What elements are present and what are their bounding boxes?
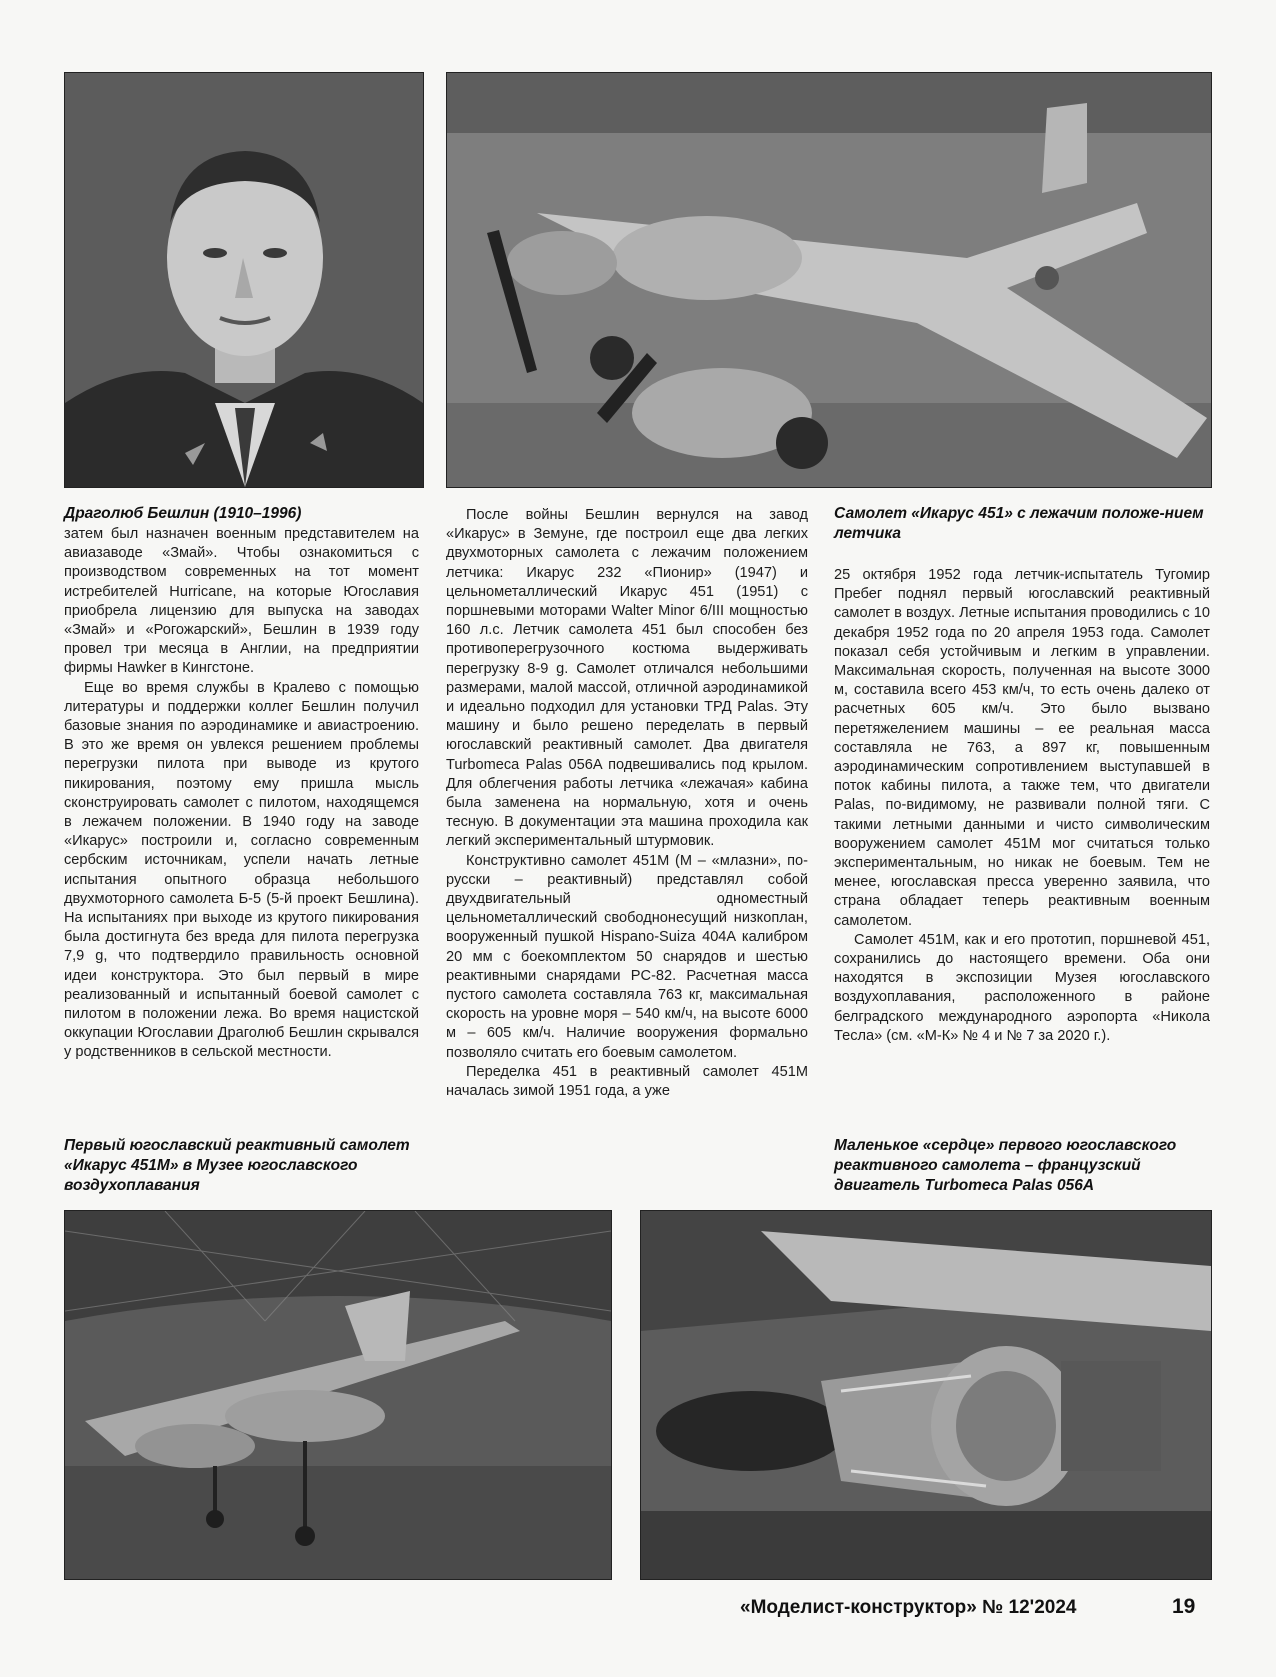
ikarus-451m-illustration xyxy=(65,1211,611,1579)
ikarus-451-caption: Самолет «Икарус 451» с лежачим положе-нием летчика xyxy=(834,505,1204,542)
portrait-photo xyxy=(64,72,424,488)
ikarus-451m-caption: Первый югославский реактивный самолет «Икарус 451M» в Музее югославского воздухоплавания xyxy=(64,1137,410,1194)
paragraph: Самолет 451M, как и его прототип, поршневой 451, сохранились до настоящего времени. Оба они находятся в экспозиции Музея югославского воздухоплавания, расположенного в районе белградского международного аэропорта «Никола Тесла» (см. «М-К» № 4 и № 7 за 2020 г.). xyxy=(834,931,1210,1044)
portrait-illustration xyxy=(65,73,423,487)
ikarus-451-photo xyxy=(446,72,1212,488)
portrait-caption: Драголюб Бешлин (1910–1996) xyxy=(64,505,302,522)
ikarus-451m-photo xyxy=(64,1210,612,1580)
paragraph: Переделка 451 в реактивный самолет 451M началась зимой 1951 года, а уже xyxy=(446,1063,808,1100)
turbomeca-engine-illustration xyxy=(641,1211,1211,1579)
paragraph: После войны Бешлин вернулся на завод «Икарус» в Земуне, где построил еще два легких двухмоторных самолета с лежачим положением летчика: Икарус 232 «Пионир» (1947) и цельнометаллический Икарус 451 (1951) с поршневыми моторами Walter Minor 6/III мощностью 160 л.с. Летчик самолета 451 был способен без противоперегрузочного костюма выдерживать перегрузку 8-9 g. Самолет отличался небольшими размерами, малой массой, отличной аэродинамикой и идеально подходил для установки ТРД Palas. Эту машину и было решено переделать в первый югославский реактивный самолет. Два двигателя Turbomeca Palas 056A подвешивались под крылом. Для облегчения работы летчика «лежачая» кабина была заменена на нормальную, хотя и очень тесную. В документации эта машина проходила как легкий экспериментальный штурмовик. xyxy=(446,507,808,850)
paragraph: затем был назначен военным представителем на авиазаводе «Змай». Чтобы ознакомиться с производством современных на тот момент истребителей Hurricane, на которые Югославия приобрела лицензию для выпуска на заводах «Змай» и «Рогожарский», Бешлин в 1939 году провел три месяца в Англии, на предприятии фирмы Hawker в Кингстоне. xyxy=(64,526,419,677)
page-number: 19 xyxy=(1172,1595,1196,1618)
text-column-left xyxy=(64,525,419,1063)
magazine-title: «Моделист-конструктор» № 12'2024 xyxy=(740,1597,1077,1618)
paragraph: Конструктивно самолет 451M (M – «млазни», по-русски – реактивный) представлял собой двухдвигательный одноместный цельнометаллический свободнонесущий низкоплан, вооруженный пушкой Hispano-Suiza 404A калибром 20 мм с боекомплектом 50 снарядов и шестью реактивными снарядами PC-82. Расчетная масса пустого самолета составляла 763 кг, максимальная скорость на уровне моря – 540 км/ч, на высоте 6000 м – 605 км/ч. Наличие вооружения формально позволяло считать его боевым самолетом. xyxy=(446,852,808,1061)
text-column-right xyxy=(834,566,1210,1046)
text-column-middle xyxy=(446,506,808,1101)
paragraph: Еще во время службы в Кралево с помощью литературы и поддержки коллег Бешлин получил базовые знания по аэродинамике и авиастроению. В это же время он увлекся решением проблемы перегрузки пилота при выводе из крутого пикирования, поэтому ему пришла мысль сконструировать самолет с пилотом, находящемся в лежачем положении. В 1940 году на заводе «Икарус» построили и, согласно современным сербским источникам, успели начать летные испытания опытного образца небольшого двухмоторного самолета Б-5 (5-й проект Бешлина). На испытаниях при выходе из крутого пикирования была достигнута без вреда для пилота перегрузка 7,9 g, что подтвердило правильность основной идеи конструктора. Это был первый в мире реализованный и испытанный боевой самолет с пилотом в положении лежа. Во время нацистской оккупации Югославии Драголюб Бешлин скрывался у родственников в сельской местности. xyxy=(64,679,419,1061)
turbomeca-engine-photo xyxy=(640,1210,1212,1580)
engine-caption: Маленькое «сердце» первого югославского реактивного самолета – французский двигатель Turbomeca Palas 056A xyxy=(834,1137,1177,1194)
ikarus-451-illustration xyxy=(447,73,1211,487)
paragraph: 25 октября 1952 года летчик-испытатель Тугомир Пребег поднял первый югославский реактивный самолет в воздух. Летные испытания проводились с 10 декабря 1952 года по 20 апреля 1953 года. Самолет показал себя устойчивым и легким в управлении. Максимальная скорость, полученная на высоте 3000 м, составила всего 453 км/ч, то есть очень далеко от расчетных 605 км/ч. Это было вызвано перетяжелением машины – ее реальная масса составляла не 763, а 897 кг, повышенным аэродинамическим сопротивлением выступавшей в поток кабины пилота, а также тем, что двигатели Palas, по-видимому, не развивали полной тяги. С такими летными данными и чисто символическим вооружением самолет 451M мог считаться только экспериментальным, но никак не боевым. Тем не менее, югославская пресса уверенно заявила, что страна обладает теперь реактивным военным самолетом. xyxy=(834,567,1210,929)
